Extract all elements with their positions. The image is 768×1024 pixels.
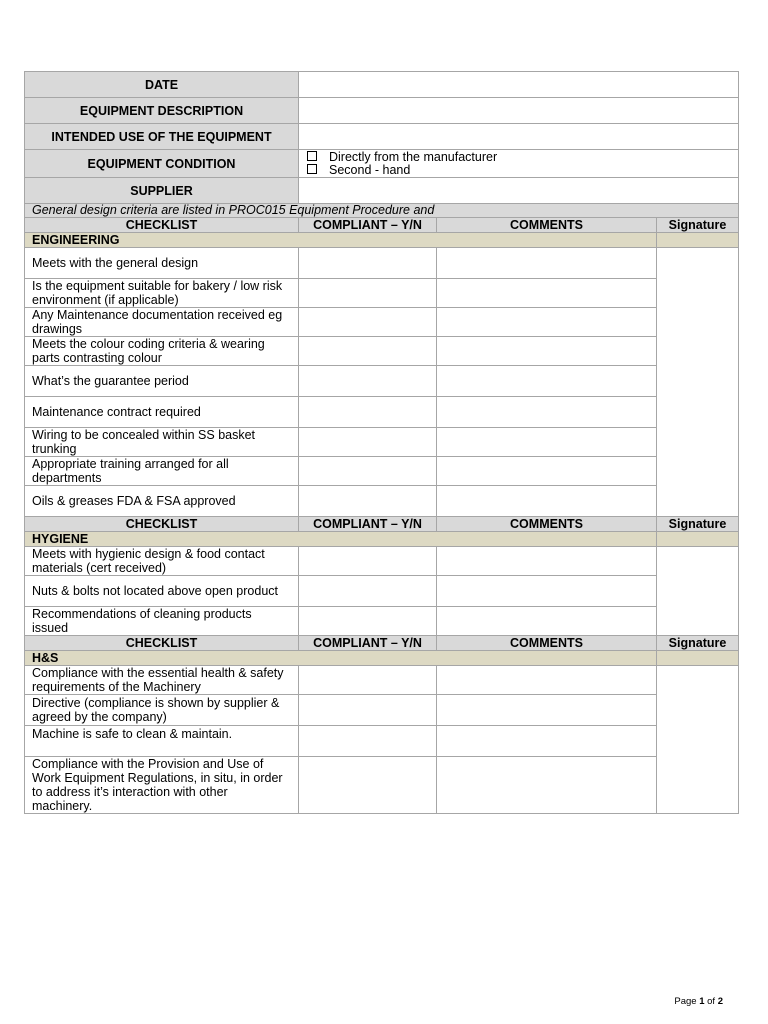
col-header-checklist: CHECKLIST: [25, 636, 299, 651]
checklist-item: Is the equipment suitable for bakery / low risk environment (if applicable): [25, 279, 299, 308]
compliant-cell[interactable]: [299, 337, 437, 366]
comments-cell[interactable]: [437, 547, 657, 576]
col-header-compliant: COMPLIANT – Y/N: [299, 636, 437, 651]
checklist-item: What’s the guarantee period: [25, 366, 299, 397]
comments-cell[interactable]: [437, 726, 657, 757]
section-title-engineering: ENGINEERING: [25, 233, 657, 248]
checklist-item: Oils & greases FDA & FSA approved: [25, 486, 299, 517]
compliant-cell[interactable]: [299, 666, 437, 695]
general-note: General design criteria are listed in PROC015 Equipment Procedure and: [25, 204, 739, 218]
col-header-compliant: COMPLIANT – Y/N: [299, 517, 437, 532]
col-header-comments: COMMENTS: [437, 218, 657, 233]
col-header-comments: COMMENTS: [437, 517, 657, 532]
comments-cell[interactable]: [437, 666, 657, 695]
compliant-cell[interactable]: [299, 366, 437, 397]
compliant-cell[interactable]: [299, 428, 437, 457]
comments-cell[interactable]: [437, 576, 657, 607]
comments-cell[interactable]: [437, 308, 657, 337]
col-header-comments: COMMENTS: [437, 636, 657, 651]
intended-use-label: INTENDED USE OF THE EQUIPMENT: [25, 124, 299, 150]
signature-cell-hs[interactable]: [657, 666, 739, 814]
comments-cell[interactable]: [437, 757, 657, 814]
compliant-cell[interactable]: [299, 695, 437, 726]
checklist-table: [24, 71, 739, 814]
col-header-checklist: CHECKLIST: [25, 517, 299, 532]
compliant-cell[interactable]: [299, 486, 437, 517]
checklist-item: Directive (compliance is shown by supplier & agreed by the company): [25, 695, 299, 726]
section-title-filler: [657, 651, 739, 666]
compliant-cell[interactable]: [299, 547, 437, 576]
compliant-cell[interactable]: [299, 457, 437, 486]
compliant-cell[interactable]: [299, 607, 437, 636]
checklist-item: Recommendations of cleaning products issued: [25, 607, 299, 636]
equipment-description-label: EQUIPMENT DESCRIPTION: [25, 98, 299, 124]
condition-option-second-hand[interactable]: Second - hand: [306, 164, 731, 177]
checklist-item: Meets the colour coding criteria & wearing parts contrasting colour: [25, 337, 299, 366]
compliant-cell[interactable]: [299, 308, 437, 337]
date-field[interactable]: [299, 72, 739, 98]
section-title-filler: [657, 233, 739, 248]
equipment-condition-options: [299, 150, 739, 178]
comments-cell[interactable]: [437, 607, 657, 636]
comments-cell[interactable]: [437, 248, 657, 279]
checkbox-icon[interactable]: [307, 164, 317, 174]
comments-cell[interactable]: [437, 486, 657, 517]
equipment-condition-label: EQUIPMENT CONDITION: [25, 150, 299, 178]
compliant-cell[interactable]: [299, 726, 437, 757]
compliant-cell[interactable]: [299, 248, 437, 279]
supplier-label: SUPPLIER: [25, 178, 299, 204]
compliant-cell[interactable]: [299, 576, 437, 607]
checklist-item: Meets with the general design: [25, 248, 299, 279]
checklist-item: Maintenance contract required: [25, 397, 299, 428]
comments-cell[interactable]: [437, 337, 657, 366]
checklist-item: Compliance with the Provision and Use of Work Equipment Regulations, in situ, in order to address it’s interaction with other machinery.: [25, 757, 299, 814]
checklist-item: Appropriate training arranged for all departments: [25, 457, 299, 486]
checklist-item: Wiring to be concealed within SS basket trunking: [25, 428, 299, 457]
checklist-item: Meets with hygienic design & food contact materials (cert received): [25, 547, 299, 576]
checkbox-icon[interactable]: [307, 151, 317, 161]
comments-cell[interactable]: [437, 397, 657, 428]
compliant-cell[interactable]: [299, 757, 437, 814]
section-title-filler: [657, 532, 739, 547]
supplier-field[interactable]: [299, 178, 739, 204]
col-header-compliant: COMPLIANT – Y/N: [299, 218, 437, 233]
comments-cell[interactable]: [437, 428, 657, 457]
condition-option-manufacturer[interactable]: Directly from the manufacturer: [306, 151, 731, 164]
comments-cell[interactable]: [437, 279, 657, 308]
checklist-item: Machine is safe to clean & maintain.: [25, 726, 299, 757]
page-number: Page 1 of 2: [674, 996, 723, 1007]
comments-cell[interactable]: [437, 695, 657, 726]
checklist-item: Nuts & bolts not located above open product: [25, 576, 299, 607]
col-header-signature: Signature: [657, 636, 739, 651]
col-header-signature: Signature: [657, 218, 739, 233]
checklist-item: Compliance with the essential health & safety requirements of the Machinery: [25, 666, 299, 695]
equipment-checklist-form: [24, 71, 738, 814]
section-title-hs: H&S: [25, 651, 657, 666]
col-header-signature: Signature: [657, 517, 739, 532]
section-title-hygiene: HYGIENE: [25, 532, 657, 547]
compliant-cell[interactable]: [299, 397, 437, 428]
checklist-item: Any Maintenance documentation received eg drawings: [25, 308, 299, 337]
compliant-cell[interactable]: [299, 279, 437, 308]
comments-cell[interactable]: [437, 366, 657, 397]
intended-use-field[interactable]: [299, 124, 739, 150]
date-label: DATE: [25, 72, 299, 98]
col-header-checklist: CHECKLIST: [25, 218, 299, 233]
signature-cell-engineering[interactable]: [657, 248, 739, 517]
signature-cell-hygiene[interactable]: [657, 547, 739, 636]
equipment-description-field[interactable]: [299, 98, 739, 124]
comments-cell[interactable]: [437, 457, 657, 486]
